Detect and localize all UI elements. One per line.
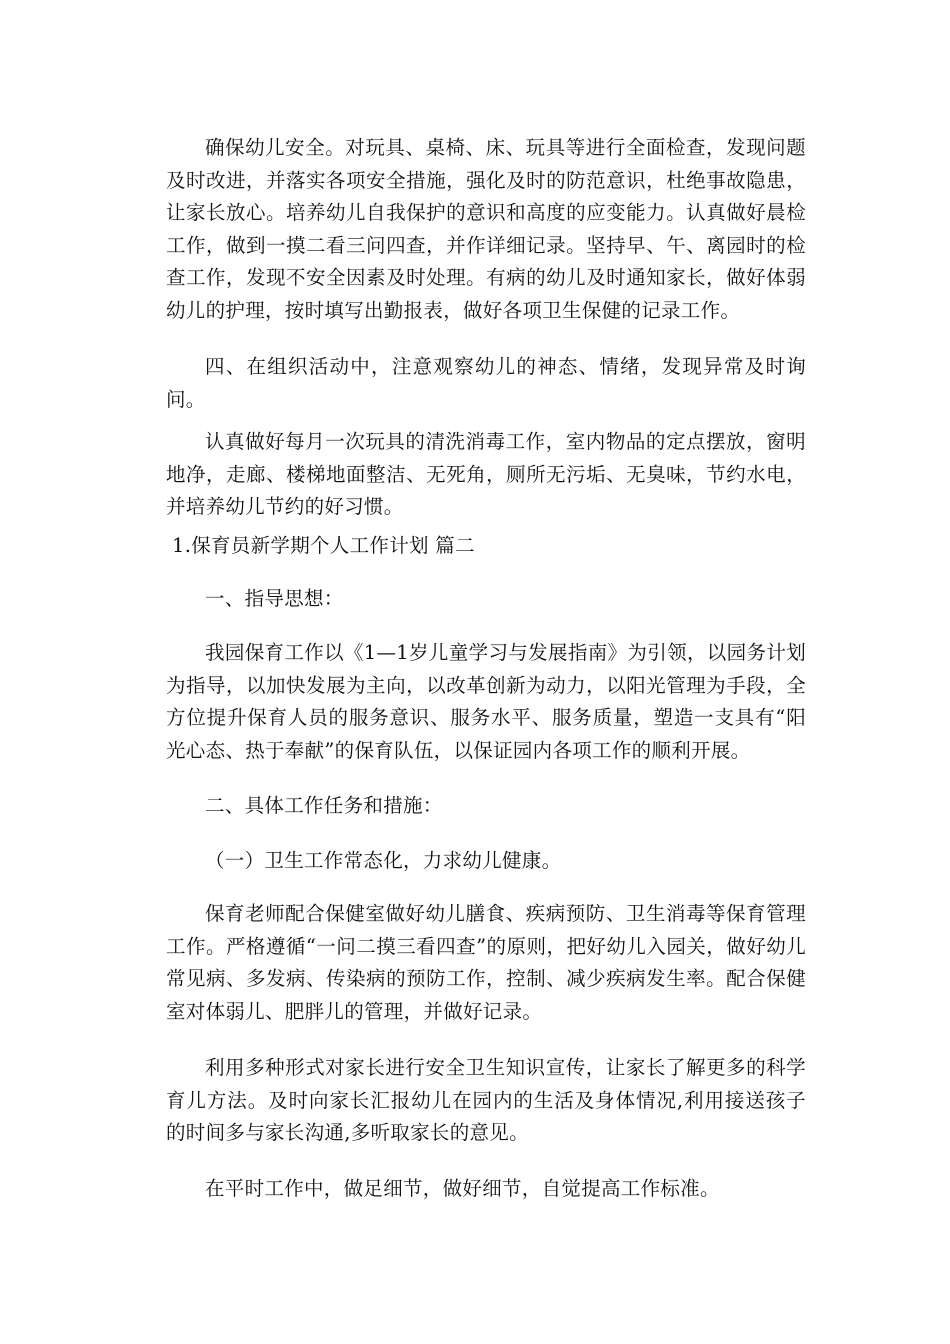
heading-tasks-measures: 二、具体工作任务和措施： [205,794,443,817]
paragraph-safety: 确保幼儿安全。对玩具、桌椅、床、玩具等进行全面检查，发现问题及时改进，并落实各项安全措施，强化及时的防范意识，杜绝事故隐患，让家长放心。培养幼儿自我保护的意识和高度的应变能力。认真做好晨检工作，做到一摸二看三问四查，并作详细记录。坚持早、午、离园时的检查工作，发现不安全因素及时处理。有病的幼儿及时通知家长，做好体弱幼儿的护理，按时填写出勤报表，做好各项卫生保健的记录工作。 [166,136,806,322]
paragraph-guiding-thought: 我园保育工作以《1—1岁儿童学习与发展指南》为引领，以园务计划为指导，以加快发展为主向，以改革创新为动力，以阳光管理为手段，全方位提升保育人员的服务意识、服务水平、服务质量，塑造一支具有“阳光心态、热于奉献”的保育队伍，以保证园内各项工作的顺利开展。 [166,641,806,762]
subheading-hygiene: （一）卫生工作常态化，力求幼儿健康。 [205,849,562,872]
paragraph-observation: 四、在组织活动中，注意观察幼儿的神态、情绪，发现异常及时询问。 [166,355,806,411]
paragraph-parents: 利用多种形式对家长进行安全卫生知识宣传，让家长了解更多的科学育儿方法。及时向家长汇报幼儿在园内的生活及身体情况,利用接送孩子的时间多与家长沟通,多听取家长的意见。 [166,1056,806,1144]
paragraph-hygiene: 保育老师配合保健室做好幼儿膳食、疾病预防、卫生消毒等保育管理工作。严格遵循“一问二摸三看四查”的原则，把好幼儿入园关，做好幼儿常见病、多发病、传染病的预防工作，控制、减少疾病发生率。配合保健室对体弱儿、肥胖儿的管理，并做好记录。 [166,902,806,1023]
paragraph-disinfection: 认真做好每月一次玩具的清洗消毒工作，室内物品的定点摆放，窗明地净，走廊、楼梯地面整洁、无死角，厕所无污垢、无臭味，节约水电，并培养幼儿节约的好习惯。 [166,430,806,518]
heading-guiding-thought: 一、指导思想： [205,587,344,610]
section-title: 1.保育员新学期个人工作计划 篇二 [172,534,475,557]
paragraph-details: 在平时工作中，做足细节，做好细节，自觉提高工作标准。 [205,1177,720,1200]
